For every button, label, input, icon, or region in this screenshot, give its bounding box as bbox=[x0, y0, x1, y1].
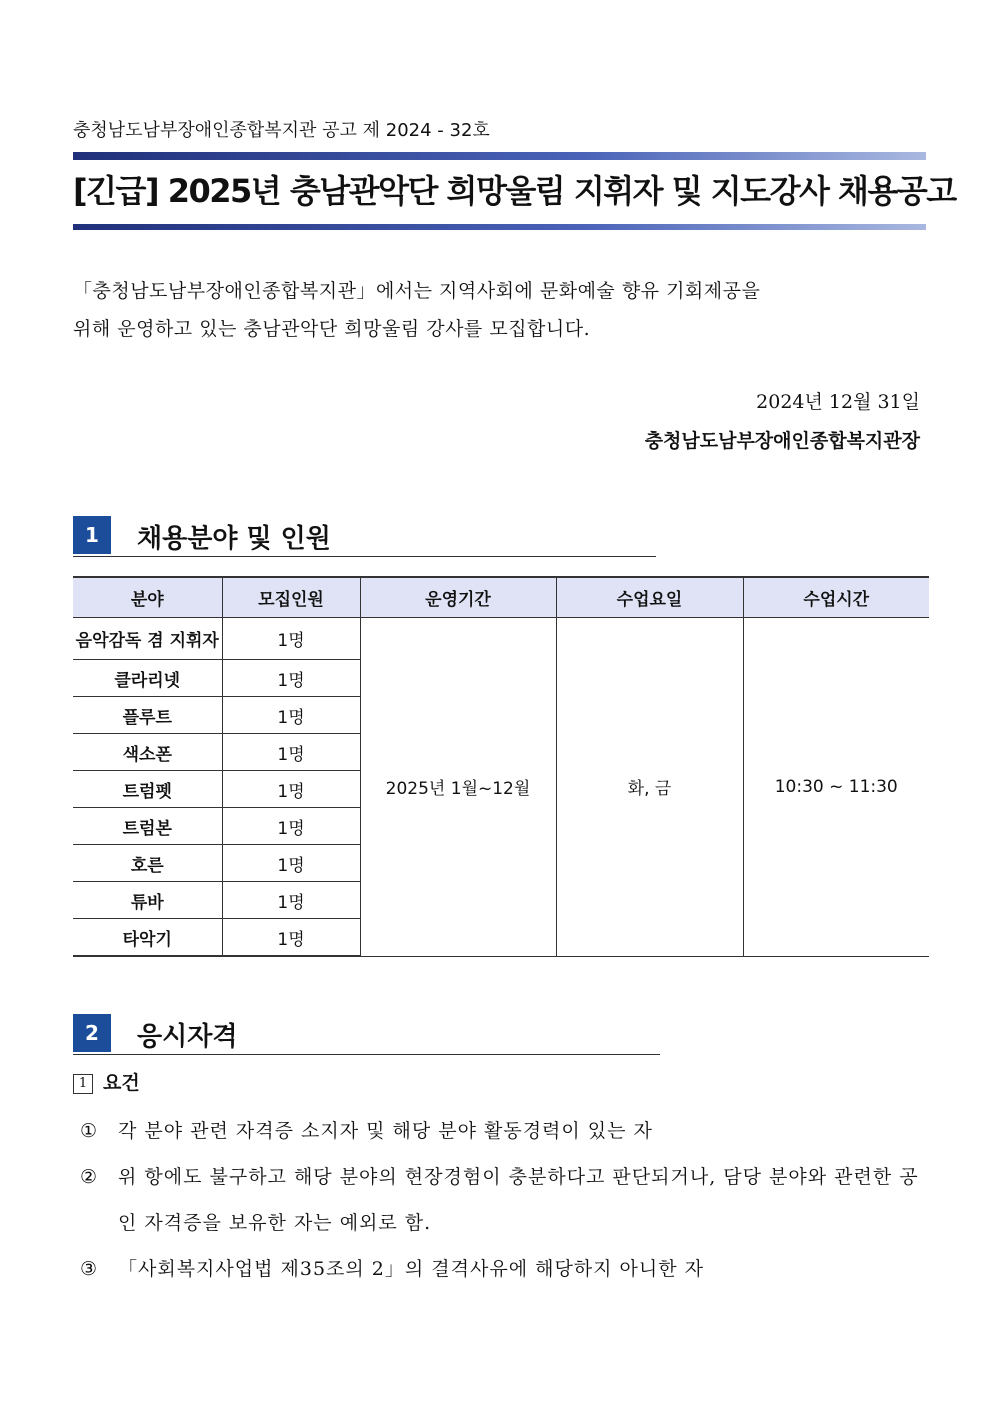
field-cell: 음악감독 겸 지휘자 bbox=[73, 618, 222, 660]
field-cell: 튜바 bbox=[73, 882, 222, 919]
section-2-header bbox=[73, 1014, 660, 1055]
table-header-row bbox=[73, 577, 929, 618]
item-text: 「사회복지사업법 제35조의 2」의 결격사유에 해당하지 아니한 자 bbox=[118, 1258, 704, 1280]
section-2-number: 2 bbox=[73, 1014, 111, 1052]
section-2-title: 응시자격 bbox=[137, 1022, 238, 1052]
requirements-list bbox=[80, 1108, 926, 1292]
item-marker: ③ bbox=[80, 1258, 99, 1280]
page-title: [긴급] 2025년 충남관악단 희망울림 지휘자 및 지도강사 채용공고 bbox=[73, 172, 956, 210]
period-cell: 2025년 1월~12월 bbox=[360, 618, 556, 957]
notice-number: 충청남도남부장애인종합복지관 공고 제 2024 - 32호 bbox=[73, 120, 490, 141]
field-cell: 타악기 bbox=[73, 919, 222, 957]
header-count: 모집인원 bbox=[222, 577, 360, 618]
field-cell: 트럼본 bbox=[73, 808, 222, 845]
requirements-label-text: 요건 bbox=[103, 1072, 140, 1094]
count-cell: 1명 bbox=[222, 845, 360, 882]
field-cell: 색소폰 bbox=[73, 734, 222, 771]
requirements-box-number: 1 bbox=[73, 1074, 93, 1094]
count-cell: 1명 bbox=[222, 919, 360, 957]
table-row bbox=[73, 618, 929, 660]
header-days: 수업요일 bbox=[556, 577, 743, 618]
section-1-header bbox=[73, 516, 656, 557]
count-cell: 1명 bbox=[222, 882, 360, 919]
recruitment-table bbox=[73, 576, 929, 957]
requirements-label bbox=[73, 1068, 140, 1095]
title-bar-top bbox=[73, 152, 926, 160]
intro-line-1: 「충청남도남부장애인종합복지관」에서는 지역사회에 문화예술 향유 기회제공을 bbox=[73, 280, 761, 302]
header-field: 분야 bbox=[73, 577, 222, 618]
count-cell: 1명 bbox=[222, 734, 360, 771]
days-cell: 화, 금 bbox=[556, 618, 743, 957]
title-bar-bottom bbox=[73, 224, 926, 230]
header-time: 수업시간 bbox=[743, 577, 929, 618]
list-item bbox=[80, 1154, 926, 1246]
count-cell: 1명 bbox=[222, 618, 360, 660]
list-item bbox=[80, 1246, 926, 1292]
intro-paragraph bbox=[73, 272, 926, 348]
count-cell: 1명 bbox=[222, 660, 360, 697]
field-cell: 호른 bbox=[73, 845, 222, 882]
count-cell: 1명 bbox=[222, 771, 360, 808]
section-1-title: 채용분야 및 인원 bbox=[137, 524, 331, 554]
header-period: 운영기간 bbox=[360, 577, 556, 618]
item-text: 각 분야 관련 자격증 소지자 및 해당 분야 활동경력이 있는 자 bbox=[118, 1120, 653, 1142]
count-cell: 1명 bbox=[222, 808, 360, 845]
notice-date: 2024년 12월 31일 bbox=[756, 391, 920, 413]
count-cell: 1명 bbox=[222, 697, 360, 734]
field-cell: 플루트 bbox=[73, 697, 222, 734]
field-cell: 트럼펫 bbox=[73, 771, 222, 808]
time-cell: 10:30 ~ 11:30 bbox=[743, 618, 929, 957]
item-text: 위 항에도 불구하고 해당 분야의 현장경험이 충분하다고 판단되거나, 담당 분야와 관련한 공인 자격증을 보유한 자는 예외로 함. bbox=[118, 1166, 919, 1234]
item-marker: ① bbox=[80, 1120, 99, 1142]
intro-line-2: 위해 운영하고 있는 충남관악단 희망울림 강사를 모집합니다. bbox=[73, 318, 591, 340]
signer: 충청남도남부장애인종합복지관장 bbox=[644, 430, 920, 452]
item-marker: ② bbox=[80, 1166, 99, 1188]
section-1-number: 1 bbox=[73, 516, 111, 554]
list-item bbox=[80, 1108, 926, 1154]
field-cell: 클라리넷 bbox=[73, 660, 222, 697]
